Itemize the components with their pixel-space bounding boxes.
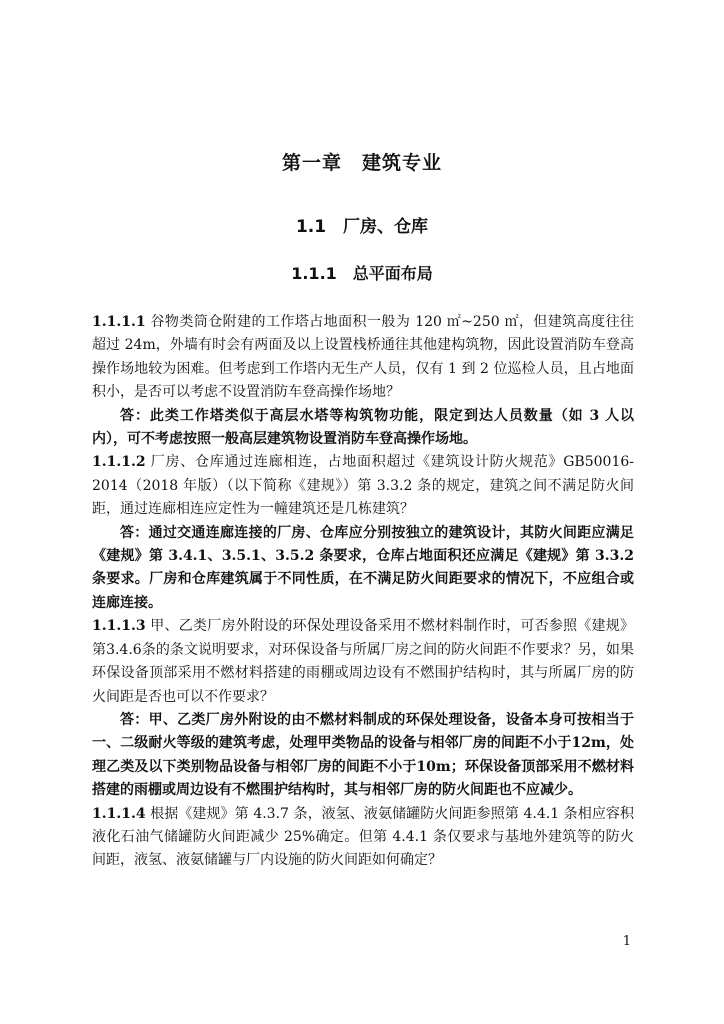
question-text: 厂房、仓库通过连廊相连，占地面积超过《建筑设计防火规范》GB50016-2014（2018 年版）（以下简称《建规》）第 3.3.2 条的规定，建筑之间不满足防火间距，通过连廊相连应定性为一幢建筑还是几栋建筑？	[92, 454, 634, 518]
question-text: 根据《建规》第 4.3.7 条，液氢、液氨储罐防火间距参照第 4.4.1 条相应容积液化石油气储罐防火间距减少 25%确定。但第 4.4.1 条仅要求与基地外建筑等的防火间距，液氢、液氨储罐与厂内设施的防火间距如何确定？	[92, 805, 634, 869]
question-text: 甲、乙类厂房外附设的环保处理设备采用不燃材料制作时，可否参照《建规》第3.4.6条的条文说明要求，对环保设备与所属厂房之间的防火间距不作要求？另，如果环保设备顶部采用不燃材料搭建的雨棚或周边设有不燃围护结构时，其与所属厂房的防火间距是否也可以不作要求？	[92, 618, 634, 705]
clause-number: 1.1.1.2	[92, 454, 146, 471]
document-body	[92, 311, 634, 873]
answer-2: 答：通过交通连廊连接的厂房、仓库应分别按独立的建筑设计，其防火间距应满足《建规》第 3.4.1、3.5.1、3.5.2 条要求，仓库占地面积还应满足《建规》第 3.3.2 条要求。厂房和仓库建筑属于不同性质，在不满足防火间距要求的情况下，不应组合或连廊连接。	[92, 524, 634, 611]
section-title: 1.1 厂房、仓库	[295, 217, 429, 237]
page-number: 1	[622, 934, 631, 949]
clause-number: 1.1.1.4	[92, 805, 146, 822]
question-3	[92, 615, 634, 709]
answer-3: 答：甲、乙类厂房外附设的由不燃材料制成的环保处理设备，设备本身可按相当于一、二级耐火等级的建筑考虑，处理甲类物品的设备与相邻厂房的间距不小于12m，处理乙类及以下类别物品设备与相邻厂房的间距不小于10m；环保设备顶部采用不燃材料搭建的雨棚或周边设有不燃围护结构时，其与相邻厂房的防火间距也不应减少。	[92, 711, 634, 799]
chapter-title: 第一章 建筑专业	[281, 152, 442, 174]
answer-1: 答：此类工作塔类似于高层水塔等构筑物功能，限定到达人员数量（如 3 人以内），可不考虑按照一般高层建筑物设置消防车登高操作场地。	[92, 407, 634, 448]
clause-number: 1.1.1.1	[92, 314, 146, 330]
question-2	[92, 451, 634, 521]
question-4	[92, 803, 634, 873]
question-text: 谷物类筒仓附建的工作塔占地面积一般为 120 ㎡~250 ㎡，但建筑高度往往超过 24m，外墙有时会有两面及以上设置栈桥通往其他建构筑物，因此设置消防车登高操作场地较为困难。但考虑到工作塔内无生产人员，仅有 1 到 2 位巡检人员，且占地面积小，是否可以考虑不设置消防车登高操作场地？	[92, 314, 634, 401]
question-1	[92, 311, 634, 405]
subsection-title: 1.1.1 总平面布局	[291, 264, 433, 283]
clause-number: 1.1.1.3	[92, 618, 146, 635]
